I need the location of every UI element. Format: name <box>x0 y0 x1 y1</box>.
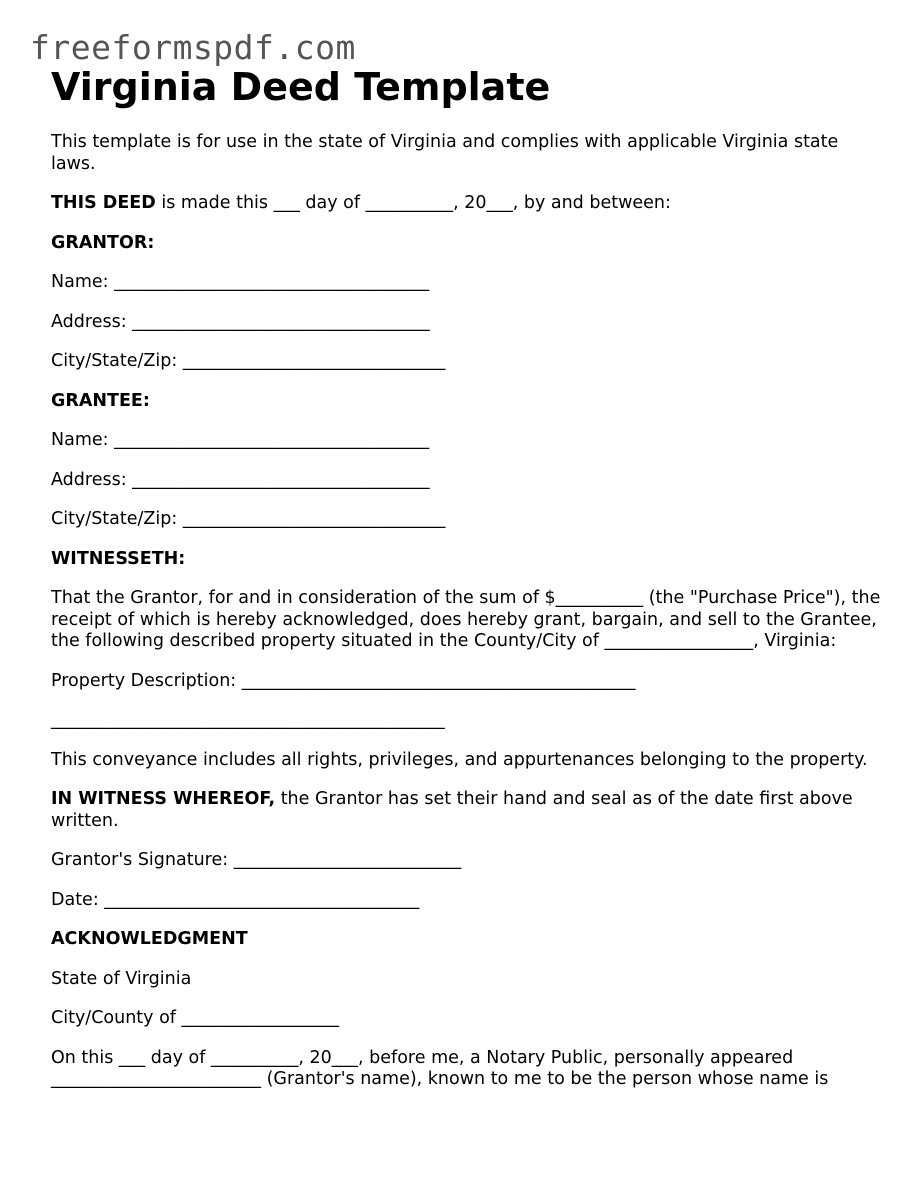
grantee-name-field: Name: ____________________________________ <box>51 430 430 450</box>
grantee-city-field: City/State/Zip: ______________________________ <box>51 509 446 529</box>
witnesseth-paragraph: That the Grantor, for and in consideration of the sum of $__________ (the "Purchase Price"), the receipt of which is hereby acknowledged, does hereby grant, bargain, and sell to the Grantee, the following described property situated in the County/City of _________________, Virginia: <box>51 588 881 651</box>
grantee-heading <box>51 391 881 413</box>
deed-line <box>51 193 881 215</box>
grantee-address-field: Address: __________________________________ <box>51 469 430 490</box>
state-line: State of Virginia <box>51 968 192 989</box>
grantor-signature-field: Grantor's Signature: __________________________ <box>51 850 462 870</box>
city-county-field: City/County of __________________ <box>51 1008 340 1028</box>
property-description-field: Property Description: _____________________________________________ <box>51 670 636 691</box>
in-witness-paragraph <box>51 789 881 832</box>
in-witness-text: the Grantor has set their hand and seal as of the date first above written. <box>51 789 853 831</box>
intro-paragraph: This template is for use in the state of Virginia and complies with applicable Virginia state laws. <box>51 132 839 174</box>
witnesseth-heading <box>51 549 881 571</box>
grantor-address-field: Address: __________________________________ <box>51 311 430 332</box>
site-watermark: freeformspdf.com <box>30 28 356 67</box>
acknowledgment-heading <box>51 929 881 951</box>
grantor-heading <box>51 233 881 255</box>
deed-line-text: is made this ___ day of __________, 20___, by and between: <box>155 193 671 213</box>
grantor-name-field: Name: ____________________________________ <box>51 272 430 292</box>
grantor-heading-text: GRANTOR: <box>51 232 155 253</box>
signature-date-field: Date: ____________________________________ <box>51 889 420 910</box>
acknowledgment-paragraph: On this ___ day of __________, 20___, before me, a Notary Public, personally appeared ________________________ (Grantor's name), known to me to be the person whose name is <box>51 1047 829 1089</box>
property-description-line: _____________________________________________ <box>51 710 445 730</box>
grantee-heading-text: GRANTEE: <box>51 390 150 411</box>
page-title: Virginia Deed Template <box>51 65 551 109</box>
document-page <box>51 64 881 1091</box>
grantor-city-field: City/State/Zip: ______________________________ <box>51 351 446 371</box>
acknowledgment-heading-text: ACKNOWLEDGMENT <box>51 929 248 949</box>
deed-line-bold: THIS DEED <box>51 193 156 213</box>
in-witness-bold: IN WITNESS WHEREOF, <box>51 789 276 809</box>
conveyance-paragraph: This conveyance includes all rights, privileges, and appurtenances belonging to the property. <box>51 749 868 770</box>
witnesseth-heading-text: WITNESSETH: <box>51 548 186 569</box>
